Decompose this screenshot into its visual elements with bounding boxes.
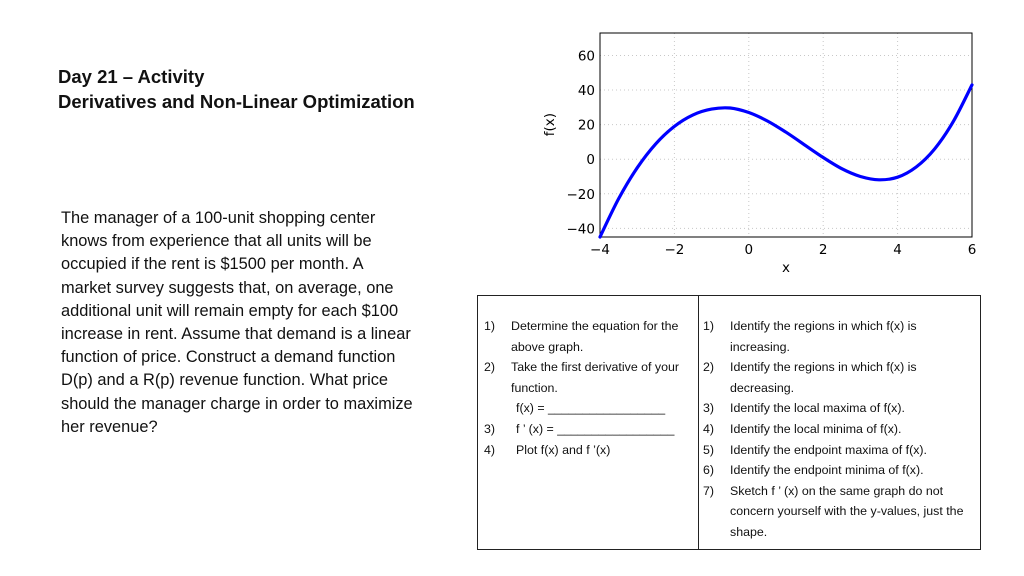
- list-item: [703, 316, 974, 357]
- list-item: [484, 440, 694, 461]
- item-number: 2): [703, 360, 715, 375]
- item-number: 2): [484, 360, 496, 375]
- fx-blank-line: f(x) = _________________: [516, 401, 666, 416]
- y-tick-label: 0: [586, 152, 595, 169]
- item-text: Identify the local minima of f(x).: [730, 421, 902, 436]
- item-number: 1): [484, 319, 496, 333]
- title-line-1: Day 21 – Activity: [58, 66, 205, 87]
- y-tick-label: −40: [566, 221, 595, 238]
- x-tick-label: 6: [967, 242, 977, 258]
- list-item: [703, 419, 974, 440]
- list-item: [703, 440, 974, 461]
- plot-frame: [600, 33, 972, 237]
- right-task-list: [703, 316, 974, 543]
- item-text: Identify the endpoint maxima of f(x).: [730, 442, 927, 457]
- left-task-list: [484, 316, 694, 398]
- x-axis-label: x: [782, 260, 790, 275]
- y-tick-label: 40: [577, 83, 595, 100]
- x-tick-label: −4: [590, 242, 610, 258]
- y-axis-label: f(x): [542, 112, 558, 137]
- list-item: [484, 357, 694, 398]
- item-number: 3): [703, 401, 715, 416]
- list-item: [484, 419, 694, 440]
- item-number: 5): [703, 442, 715, 457]
- x-tick-label: 2: [818, 242, 828, 258]
- slide-title: [58, 64, 415, 114]
- plot-grid: [600, 33, 972, 237]
- left-task-list-cont: [484, 419, 694, 460]
- item-text: Identify the local maxima of f(x).: [730, 401, 905, 416]
- task-column-left: [478, 296, 699, 549]
- y-tick-label: −20: [566, 186, 595, 203]
- item-number: 7): [703, 483, 715, 498]
- problem-statement: [61, 207, 413, 439]
- problem-text: The manager of a 100-unit shopping center knows from experience that all units will be occupied if the rent is $1500 per month. A market survey suggests that, on average, one additional unit will remain empty for each $100 increase in rent. Assume that demand is a linear function of price. Construct a demand function D(p) and a R(p) revenue function. What price should the manager charge in order to maximize her revenue?: [61, 209, 413, 436]
- item-number: 4): [703, 421, 715, 436]
- item-text: Take the first derivative of your function.: [511, 360, 680, 395]
- x-tick-label: 4: [893, 242, 902, 258]
- item-text: Determine the equation for the above graph.: [511, 319, 679, 354]
- y-tick-label: 60: [577, 48, 595, 65]
- series-line: [600, 85, 972, 237]
- list-item: [703, 398, 974, 419]
- item-number: 4): [484, 442, 496, 457]
- y-tick-label: 20: [577, 117, 595, 134]
- item-text: Sketch f ’ (x) on the same graph do not concern yourself with the y-values, just the shape.: [730, 483, 964, 539]
- task-column-right: [699, 296, 980, 549]
- x-tick-label: 0: [744, 242, 754, 258]
- item-text: Plot f(x) and f ’(x): [516, 442, 611, 457]
- item-number: 1): [703, 319, 715, 333]
- item-text: f ’ (x) = _________________: [516, 421, 675, 436]
- item-number: 3): [484, 421, 496, 436]
- x-tick-label: −2: [664, 242, 685, 258]
- item-text: Identify the regions in which f(x) is increasing.: [730, 319, 917, 354]
- list-item: [484, 316, 694, 357]
- item-text: Identify the endpoint minima of f(x).: [730, 463, 924, 478]
- item-number: 6): [703, 463, 715, 478]
- list-item: [703, 481, 974, 543]
- item-text: Identify the regions in which f(x) is decreasing.: [730, 360, 917, 395]
- plot-ticks: [567, 48, 977, 258]
- task-table: [477, 295, 981, 550]
- title-line-2: Derivatives and Non-Linear Optimization: [58, 91, 415, 112]
- list-item: [703, 460, 974, 481]
- list-item: [703, 357, 974, 398]
- function-plot: [530, 25, 990, 275]
